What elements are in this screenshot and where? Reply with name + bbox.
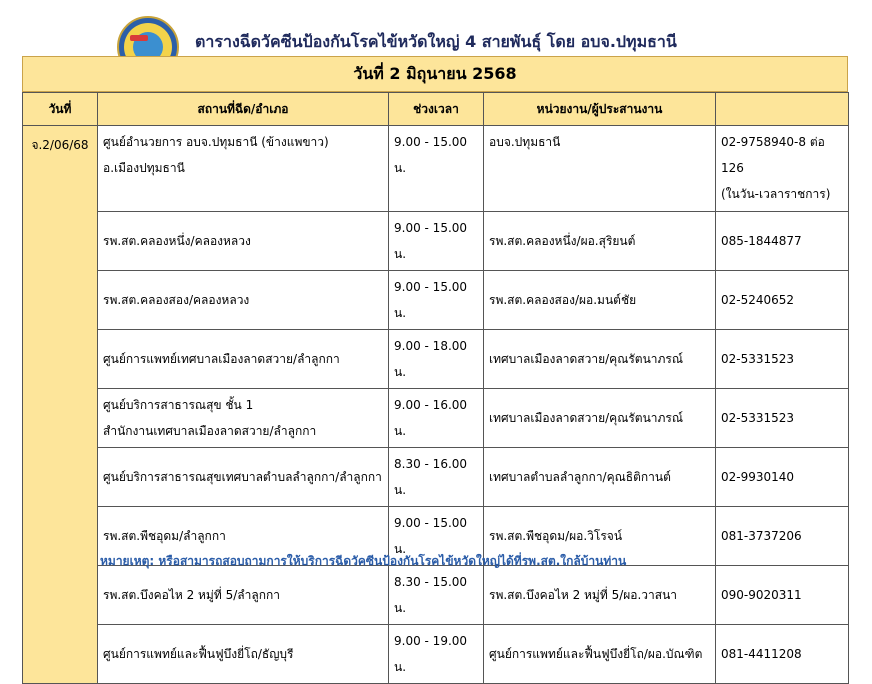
table-row — [23, 389, 849, 448]
place-line: ศูนย์บริการสาธารณสุข ชั้น 1 — [103, 398, 254, 412]
phone-cell — [716, 126, 849, 212]
phone-cell: 02-5331523 — [716, 389, 849, 448]
phone-cell: 02-5240652 — [716, 271, 849, 330]
place-cell: ศูนย์การแพทย์เทศบาลเมืองลาดสวาย/ลำลูกกา — [98, 330, 389, 389]
time-cell: 9.00 - 16.00 น. — [389, 389, 484, 448]
table-row — [23, 271, 849, 330]
table-row — [23, 566, 849, 625]
phone-line-2: (ในวัน-เวลาราชการ) — [721, 187, 831, 201]
schedule-table — [22, 92, 849, 684]
table-row — [23, 448, 849, 507]
footnote — [100, 552, 626, 571]
table-row — [23, 212, 849, 271]
col-header-phone — [716, 93, 849, 126]
place-cell: รพ.สต.คลองหนึ่ง/คลองหลวง — [98, 212, 389, 271]
org-cell: เทศบาลตำบลลำลูกกา/คุณธิติกานต์ — [484, 448, 716, 507]
org-cell: รพ.สต.คลองหนึ่ง/ผอ.สุริยนต์ — [484, 212, 716, 271]
footnote-label: หมายเหตุ: — [100, 554, 155, 568]
org-cell: เทศบาลเมืองลาดสวาย/คุณรัตนาภรณ์ — [484, 389, 716, 448]
org-cell: รพ.สต.พืชอุดม/ผอ.วิโรจน์ — [484, 507, 716, 566]
col-header-time: ช่วงเวลา — [389, 93, 484, 126]
place-cell: ศูนย์การแพทย์และฟื้นฟูบึงยี่โถ/ธัญบุรี — [98, 625, 389, 684]
phone-cell: 02-5331523 — [716, 330, 849, 389]
table-header-row — [23, 93, 849, 126]
date-banner: วันที่ 2 มิถุนายน 2568 — [22, 56, 848, 92]
time-cell: 9.00 - 15.00 น. — [389, 507, 484, 566]
org-cell: ศูนย์การแพทย์และฟื้นฟูบึงยี่โถ/ผอ.บัณฑิต — [484, 625, 716, 684]
time-cell: 9.00 - 15.00 น. — [389, 271, 484, 330]
place-line-2: อ.เมืองปทุมธานี — [103, 161, 185, 175]
org-cell: รพ.สต.คลองสอง/ผอ.มนต์ชัย — [484, 271, 716, 330]
col-header-place: สถานที่ฉีด/อำเภอ — [98, 93, 389, 126]
phone-cell: 02-9930140 — [716, 448, 849, 507]
time-cell: 9.00 - 19.00 น. — [389, 625, 484, 684]
col-header-date: วันที่ — [23, 93, 98, 126]
place-cell: รพ.สต.คลองสอง/คลองหลวง — [98, 271, 389, 330]
table-row — [23, 330, 849, 389]
place-cell — [98, 389, 389, 448]
phone-cell: 081-3737206 — [716, 507, 849, 566]
place-cell: รพ.สต.บึงคอไห 2 หมู่ที่ 5/ลำลูกกา — [98, 566, 389, 625]
org-cell: อบจ.ปทุมธานี — [484, 126, 716, 212]
time-cell: 8.30 - 16.00 น. — [389, 448, 484, 507]
time-cell: 8.30 - 15.00 น. — [389, 566, 484, 625]
time-cell: 9.00 - 15.00 น. — [389, 126, 484, 212]
phone-cell: 081-4411208 — [716, 625, 849, 684]
table-row — [23, 625, 849, 684]
phone-cell: 090-9020311 — [716, 566, 849, 625]
org-cell: รพ.สต.บึงคอไห 2 หมู่ที่ 5/ผอ.วาสนา — [484, 566, 716, 625]
table-row — [23, 126, 849, 212]
phone-cell: 085-1844877 — [716, 212, 849, 271]
place-cell — [98, 126, 389, 212]
place-cell: รพ.สต.พืชอุดม/ลำลูกกา — [98, 507, 389, 566]
time-cell: 9.00 - 18.00 น. — [389, 330, 484, 389]
place-cell: ศูนย์บริการสาธารณสุขเทศบาลตำบลลำลูกกา/ลำลูกกา — [98, 448, 389, 507]
place-line-2: สำนักงานเทศบาลเมืองลาดสวาย/ลำลูกกา — [103, 424, 317, 438]
time-cell: 9.00 - 15.00 น. — [389, 212, 484, 271]
footnote-text: หรือสามารถสอบถามการให้บริการฉีดวัคซีนป้องกันโรคไข้หวัดใหญ่ได้ที่รพ.สต.ใกล้บ้านท่าน — [154, 554, 627, 568]
org-cell: เทศบาลเมืองลาดสวาย/คุณรัตนาภรณ์ — [484, 330, 716, 389]
col-header-org: หน่วยงาน/ผู้ประสานงาน — [484, 93, 716, 126]
place-line: ศูนย์อำนวยการ อบจ.ปทุมธานี (ข้างแพขาว) — [103, 135, 329, 149]
day-cell: จ.2/06/68 — [23, 126, 98, 684]
page-title: ตารางฉีดวัคซีนป้องกันโรคไข้หวัดใหญ่ 4 สายพันธุ์ โดย อบจ.ปทุมธานี — [195, 32, 677, 51]
phone-line: 02-9758940-8 ต่อ 126 — [721, 135, 825, 175]
